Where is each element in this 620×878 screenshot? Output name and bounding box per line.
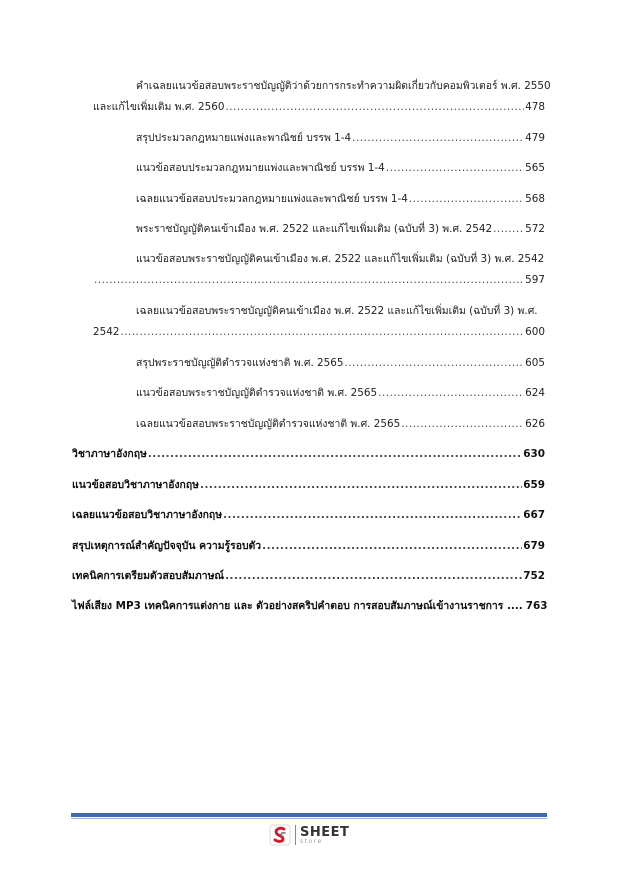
toc-entry[interactable] [93,100,545,114]
leader-dots [386,161,524,175]
toc-main-entry[interactable] [72,569,545,583]
sheet-logo-icon [269,824,291,846]
toc-entry-page: 763 [525,600,548,612]
leader-dots [345,356,525,370]
toc-entry-line1: เฉลยแนวข้อสอบพระราชบัญญัติคนเข้าเมือง พ.ศ. 2522 และแก้ไขเพิ่มเติม (ฉบับที่ 3) พ.ศ. [136,305,538,317]
toc-entry-page: 752 [523,570,545,582]
leader-dots [225,569,522,583]
toc-entry-title: วิชาภาษาอังกฤษ [72,448,147,460]
leader-dots [352,131,524,145]
toc-entry-title: เฉลยแนวข้อสอบวิชาภาษาอังกฤษ [72,509,223,521]
toc-entry-title: เฉลยแนวข้อสอบประมวลกฎหมายแพ่งและพาณิชย์ บรรพ 1-4 [136,193,408,205]
leader-dots [493,222,524,236]
leader-dots [200,478,522,492]
toc-entry-page: 624 [525,387,545,399]
logo-divider [295,825,296,845]
toc-main-entry[interactable] [72,599,548,613]
toc-entry-page: 679 [523,540,545,552]
leader-dots [223,508,522,522]
brand-subtitle: store [300,837,323,845]
toc-entry[interactable] [136,192,545,206]
toc-entry-page: 605 [525,357,545,369]
toc-entry[interactable] [93,325,545,339]
toc-main-entry[interactable] [72,447,545,461]
brand-name: SHEET [300,824,350,840]
toc-entry-title: พระราชบัญญัติคนเข้าเมือง พ.ศ. 2522 และแก้ไขเพิ่มเติม (ฉบับที่ 3) พ.ศ. 2542 [136,223,493,235]
toc-entry-title: สรุปเหตุการณ์สำคัญปัจจุบัน ความรู้รอบตัว [72,540,262,552]
toc-entry-page: 626 [525,418,545,430]
footer-rule-thin [71,818,547,819]
toc-entry-title: ไฟล์เสียง MP3 เทคนิคการแต่งกาย และ ตัวอย่างสคริปคำตอบ การสอบสัมภาษณ์เข้างานราชการ .... [72,600,523,612]
toc-entry[interactable] [93,273,545,287]
toc-entry-page: 667 [523,509,545,521]
toc-entry-page: 565 [525,162,545,174]
toc-entry-page: 659 [523,479,545,491]
leader-dots [262,539,522,553]
toc-entry-title: และแก้ไขเพิ่มเติม พ.ศ. 2560 [93,101,225,113]
toc-entry-line1: คำเฉลยแนวข้อสอบพระราชบัญญัติว่าด้วยการกระทำความผิดเกี่ยวกับคอมพิวเตอร์ พ.ศ. 2550 [136,80,551,92]
toc-entry-title: แนวข้อสอบพระราชบัญญัติตำรวจแห่งชาติ พ.ศ. 2565 [136,387,378,399]
leader-dots [378,386,524,400]
toc-entry[interactable] [136,222,545,236]
toc-entry-title: เฉลยแนวข้อสอบพระราชบัญญัติตำรวจแห่งชาติ พ.ศ. 2565 [136,418,401,430]
toc-entry-title: สรุปพระราชบัญญัติตำรวจแห่งชาติ พ.ศ. 2565 [136,357,344,369]
toc-entry-page: 572 [525,223,545,235]
toc-entry-page: 479 [525,132,545,144]
toc-entry[interactable] [136,161,545,175]
toc-entry[interactable] [136,417,545,431]
toc-entry-page: 600 [525,326,545,338]
toc-entry-title: 2542 [93,326,120,338]
toc-entry-title: สรุปประมวลกฎหมายแพ่งและพาณิชย์ บรรพ 1-4 [136,132,352,144]
leader-dots [120,325,524,339]
leader-dots [148,447,522,461]
leader-dots [409,192,524,206]
leader-dots [225,100,524,114]
toc-main-entry[interactable] [72,478,545,492]
toc-main-entry[interactable] [72,539,545,553]
toc-entry[interactable] [136,131,545,145]
toc-entry[interactable] [136,386,545,400]
sheet-store-logo [269,824,349,846]
toc-entry-page: 597 [525,274,545,286]
toc-entry-page: 478 [525,101,545,113]
toc-entry-title: แนวข้อสอบวิชาภาษาอังกฤษ [72,479,199,491]
toc-entry-title: แนวข้อสอบประมวลกฎหมายแพ่งและพาณิชย์ บรรพ 1-4 [136,162,385,174]
toc-entry-title: เทคนิคการเตรียมตัวสอบสัมภาษณ์ [72,570,225,582]
leader-dots [94,273,524,287]
toc-entry-page: 568 [525,193,545,205]
leader-dots [401,417,524,431]
toc-entry[interactable] [136,356,545,370]
toc-entry-line1: แนวข้อสอบพระราชบัญญัติคนเข้าเมือง พ.ศ. 2522 และแก้ไขเพิ่มเติม (ฉบับที่ 3) พ.ศ. 2542 [136,253,545,265]
footer-rule [71,813,547,817]
toc-main-entry[interactable] [72,508,545,522]
toc-entry-page: 630 [523,448,545,460]
